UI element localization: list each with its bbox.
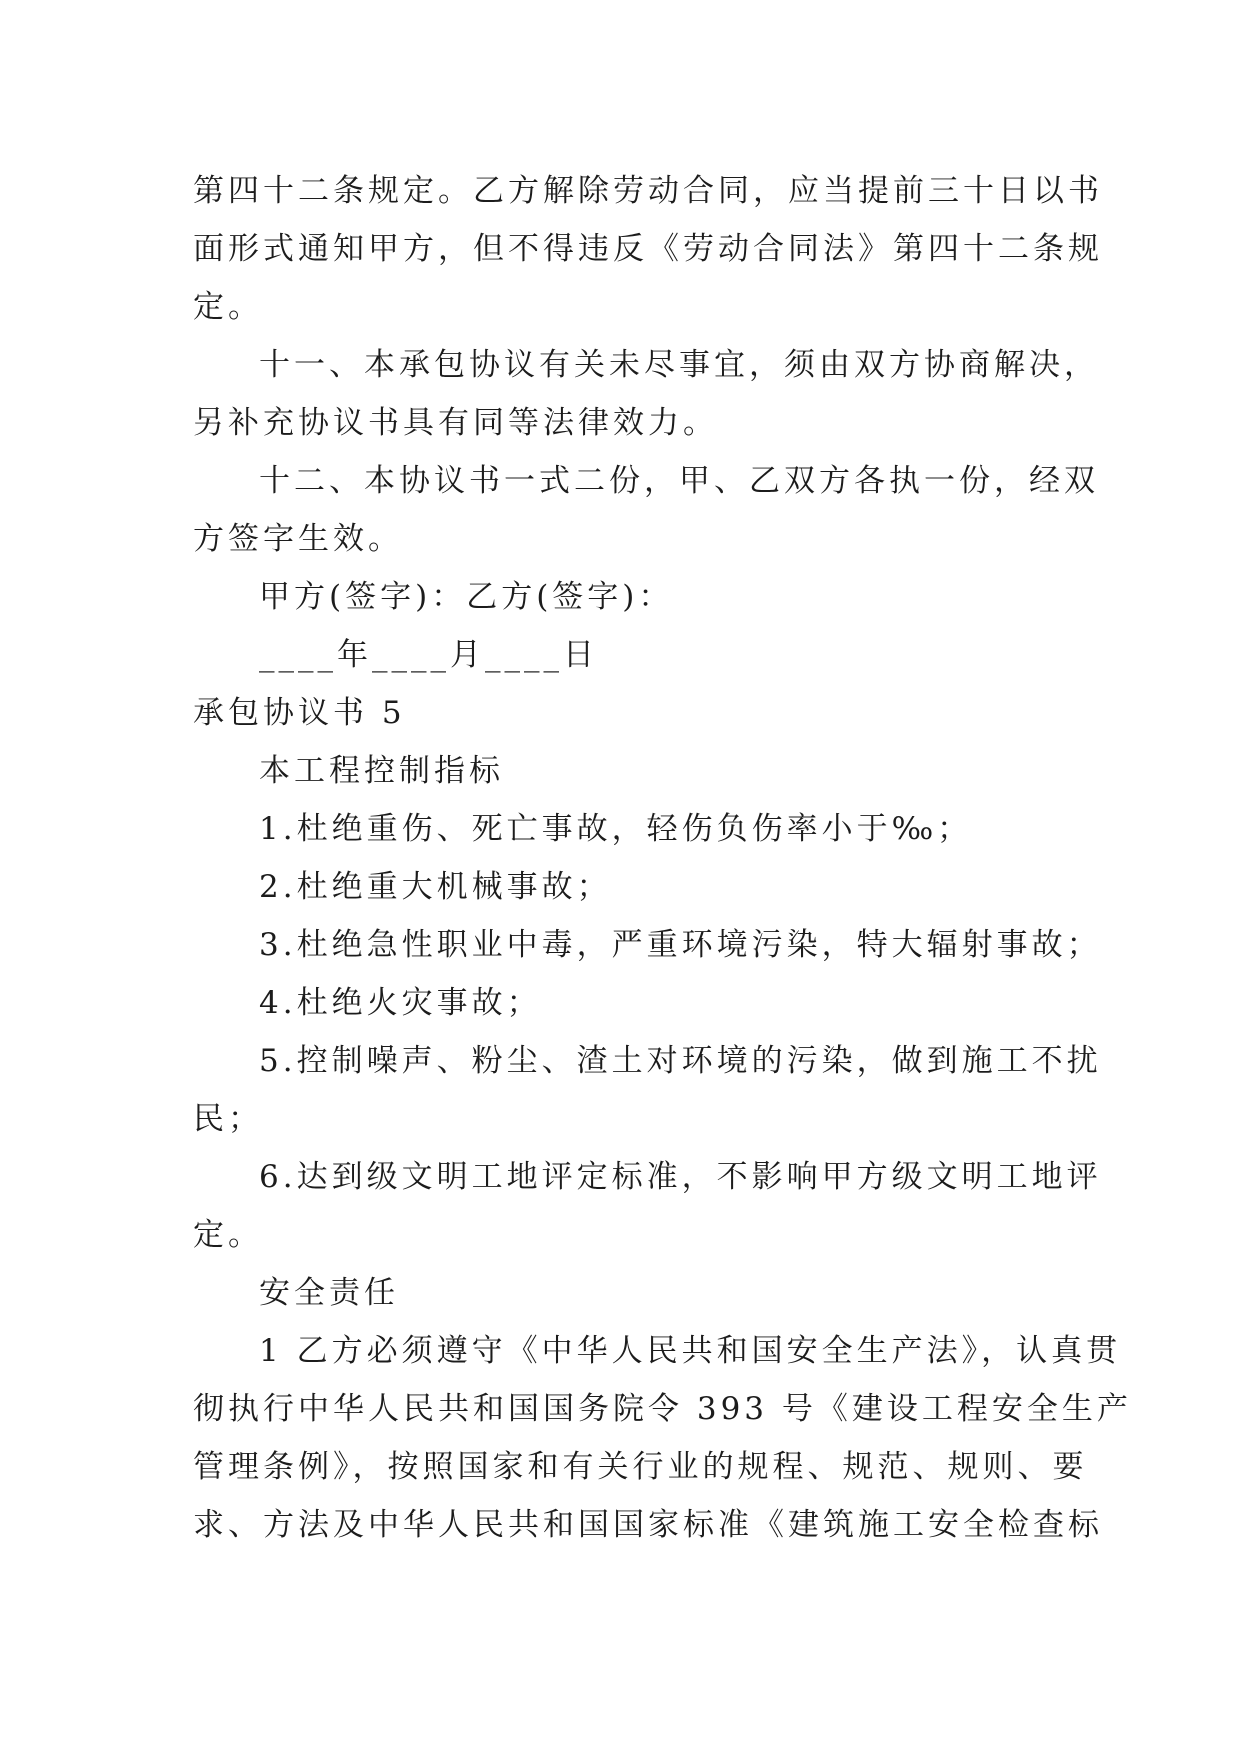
text-line: 求、方法及中华人民共和国国家标准《建筑施工安全检查标 (193, 1507, 1103, 1543)
text-line: 彻执行中华人民共和国国务院令 393 号《建设工程安全生产 (193, 1391, 1132, 1427)
list-item: 5.控制噪声、粉尘、渣土对环境的污染，做到施工不扰 (259, 1043, 1102, 1079)
subsection-heading: 安全责任 (259, 1275, 399, 1311)
text-line: 另补充协议书具有同等法律效力。 (193, 405, 718, 441)
date-line: ____年____月____日 (259, 637, 598, 673)
text-line: 方签字生效。 (193, 521, 403, 557)
signature-line: 甲方(签字)：乙方(签字)： (259, 579, 674, 615)
list-item: 3.杜绝急性职业中毒，严重环境污染，特大辐射事故； (259, 927, 1102, 963)
section-title: 承包协议书 5 (193, 695, 406, 731)
text-line: 民； (193, 1101, 263, 1137)
text-line: 第四十二条规定。乙方解除劳动合同，应当提前三十日以书 (193, 173, 1103, 209)
text-line: 定。 (193, 1217, 263, 1253)
document-body (193, 162, 1132, 1554)
list-item: 4.杜绝火灾事故； (259, 985, 542, 1021)
clause-twelve: 十二、本协议书一式二份，甲、乙双方各执一份，经双 (259, 463, 1099, 499)
list-item: 1 乙方必须遵守《中华人民共和国安全生产法》，认真贯 (259, 1333, 1122, 1369)
text-line: 定。 (193, 289, 263, 325)
clause-eleven: 十一、本承包协议有关未尽事宜，须由双方协商解决， (259, 347, 1099, 383)
list-item: 1.杜绝重伤、死亡事故，轻伤负伤率小于‰； (259, 811, 973, 847)
subsection-heading: 本工程控制指标 (259, 753, 504, 789)
list-item: 2.杜绝重大机械事故； (259, 869, 612, 905)
text-line: 面形式通知甲方，但不得违反《劳动合同法》第四十二条规 (193, 231, 1103, 267)
list-item: 6.达到级文明工地评定标准，不影响甲方级文明工地评 (259, 1159, 1102, 1195)
text-line: 管理条例》，按照国家和有关行业的规程、规范、规则、要 (193, 1449, 1088, 1485)
